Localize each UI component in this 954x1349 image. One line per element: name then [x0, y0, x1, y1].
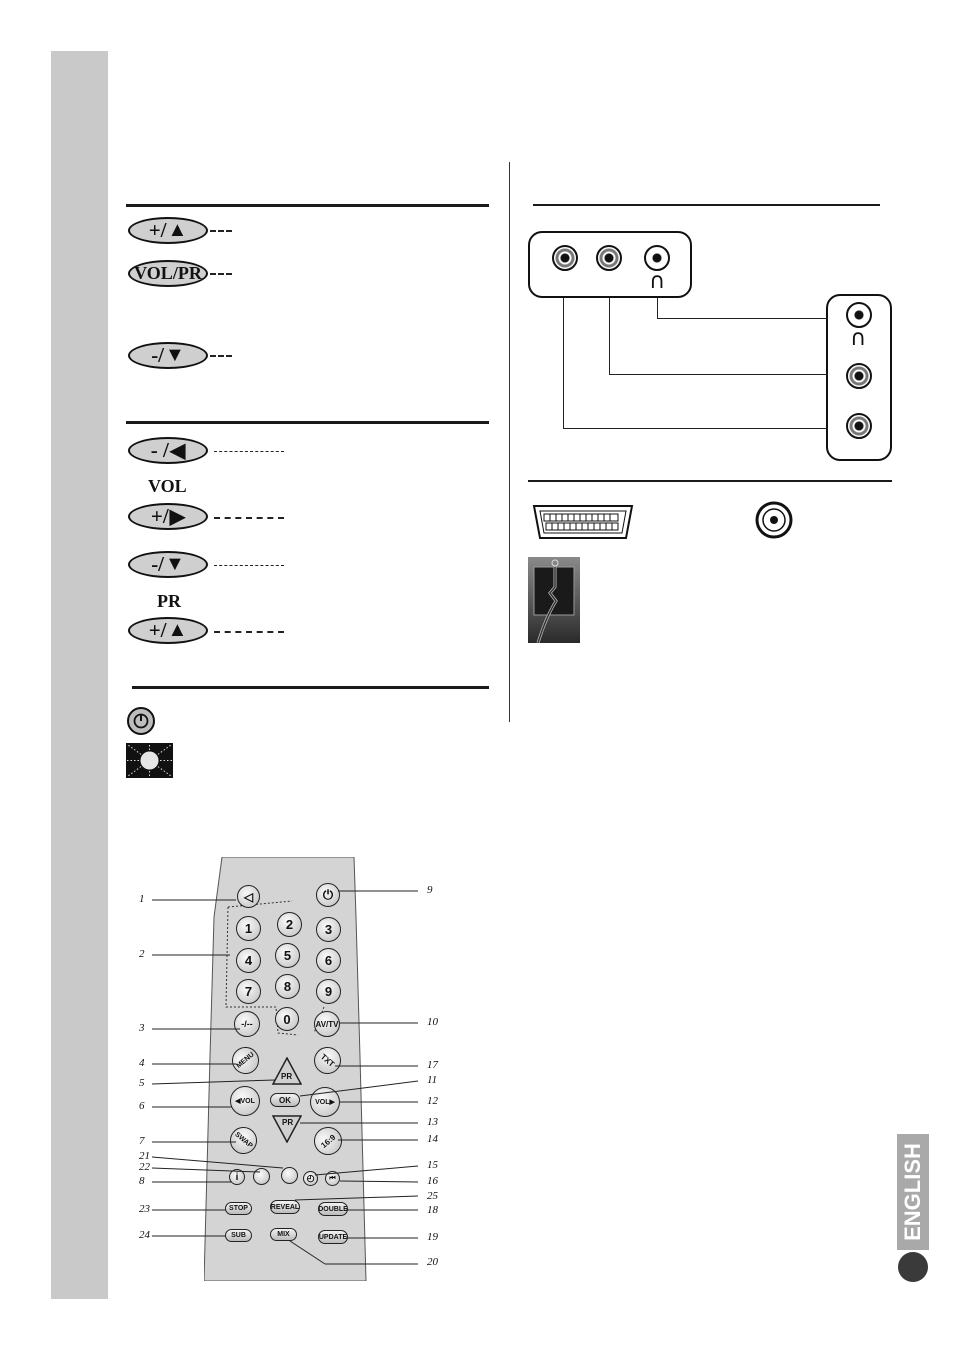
callout-number: 22 [139, 1161, 150, 1173]
callout-number: 1 [139, 893, 145, 905]
pr-down-label: PR [282, 1118, 294, 1127]
callout-number: 3 [139, 1022, 145, 1034]
up-arrow-icon: ▲ [167, 619, 188, 641]
digit-9-button: 9 [316, 979, 341, 1004]
hold-button: ◴ [303, 1171, 318, 1186]
callout-number: 15 [427, 1159, 438, 1171]
callout-number: 7 [139, 1135, 145, 1147]
callout-number: 6 [139, 1100, 145, 1112]
vol-pr-label: VOL/PR [134, 263, 202, 283]
callout-number: 21 [139, 1150, 150, 1162]
skip-button: ⏮ [325, 1171, 340, 1186]
digit-8-button: 8 [275, 974, 300, 999]
callout-number: 18 [427, 1204, 438, 1216]
update-button: UPDATE [318, 1230, 348, 1244]
power-button: ⏻ [316, 883, 340, 907]
callout-number: 4 [139, 1057, 145, 1069]
callout-number: 10 [427, 1016, 438, 1028]
vol-label: VOL [148, 476, 187, 496]
callout-number: 2 [139, 948, 145, 960]
pr-plus-label: +/ [148, 618, 167, 642]
callout-number: 24 [139, 1229, 150, 1241]
callout-number: 14 [427, 1133, 438, 1145]
reveal-button: REVEAL [270, 1200, 300, 1214]
vol-plus-label: +/ [150, 504, 169, 528]
digit-4-button: 4 [236, 948, 261, 973]
pr-minus-label: -/ [151, 552, 165, 576]
ok-button: OK [270, 1093, 300, 1107]
double-button: DOUBLE [318, 1202, 348, 1216]
aspect-ratio-button: 16:9 [308, 1121, 347, 1160]
digit-3-button: 3 [316, 917, 341, 942]
minus-down-label: -/ [151, 343, 165, 367]
language-tab-label: ENGLISH [900, 1143, 926, 1241]
headphone-icon: ∩ [649, 269, 666, 294]
page-marker-dot [898, 1252, 928, 1282]
callout-number: 9 [427, 884, 433, 896]
language-tab [897, 1134, 929, 1250]
digit-1-button: 1 [236, 916, 261, 941]
info-button: i [229, 1169, 245, 1185]
callout-number: 20 [427, 1256, 438, 1268]
left-arrow-icon: ◀ [169, 440, 186, 462]
callout-number: 5 [139, 1077, 145, 1089]
digit-6-button: 6 [316, 948, 341, 973]
mute-button: ◁ [237, 885, 260, 908]
callout-number: 19 [427, 1231, 438, 1243]
pr-label: PR [157, 591, 181, 611]
callout-number: 16 [427, 1175, 438, 1187]
sub-button: SUB [225, 1229, 252, 1242]
txt-button: TXT [308, 1041, 346, 1079]
callout-number: 13 [427, 1116, 438, 1128]
vol-minus-label: - / [150, 438, 169, 462]
callout-number: 12 [427, 1095, 438, 1107]
right-arrow-icon: ▶ [169, 506, 186, 528]
digit-0-button: 0 [275, 1007, 299, 1031]
callout-number: 17 [427, 1059, 438, 1071]
down-arrow-icon: ▼ [165, 553, 185, 575]
menu-button: MENU [226, 1041, 264, 1079]
av-tv-button: AV/TV [314, 1011, 340, 1037]
digit-2-button: 2 [277, 912, 302, 937]
pr-up-label: PR [281, 1072, 293, 1081]
up-arrow-icon: ▲ [167, 219, 188, 241]
callout-number: 11 [427, 1074, 438, 1086]
swap-button: SWAP [224, 1121, 262, 1159]
digit-5-button: 5 [275, 943, 300, 968]
callout-number: 25 [427, 1190, 438, 1202]
digit-entry-button: -/-- [234, 1011, 260, 1037]
callout-number: 23 [139, 1203, 150, 1215]
vol-right-button: VOL▶ [310, 1087, 340, 1117]
plus-up-label: +/ [148, 218, 167, 242]
headphone-icon: ∩ [850, 326, 867, 351]
down-arrow-icon: ▼ [165, 344, 185, 366]
vol-left-button: ◀VOL [230, 1086, 260, 1116]
mix-button: MIX [270, 1228, 297, 1241]
callout-number: 8 [139, 1175, 145, 1187]
stop-button: STOP [225, 1202, 252, 1215]
digit-7-button: 7 [236, 979, 261, 1004]
